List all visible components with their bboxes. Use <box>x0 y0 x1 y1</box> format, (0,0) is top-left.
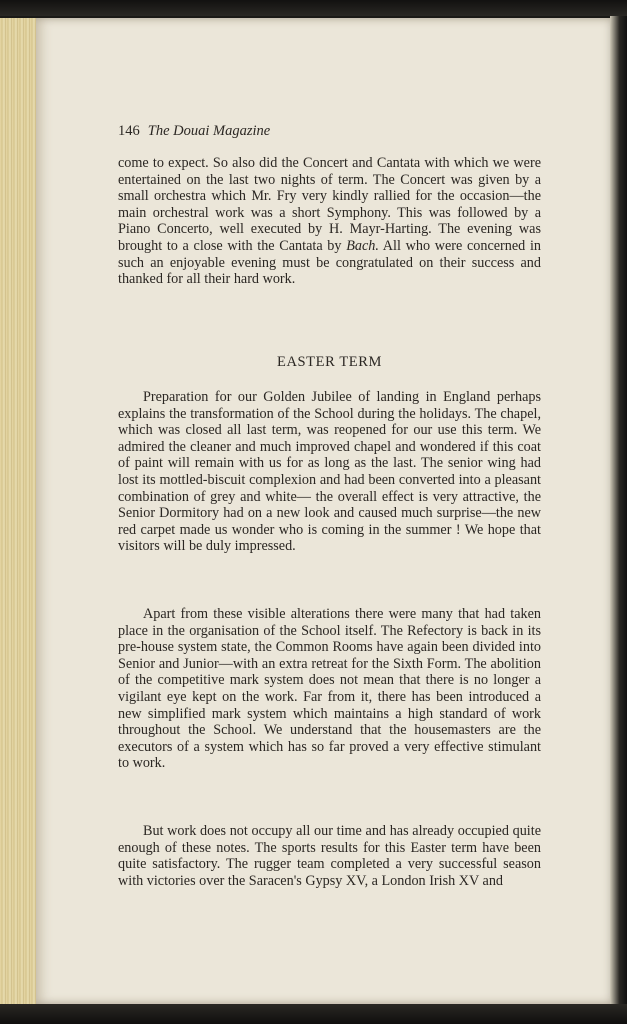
paragraph-jubilee-text: Preparation for our Golden Jubilee of landing in England perhaps explains the transformation of the School during the holidays. The chapel, which was closed all last term, was reopened for our use this term. We admired the cleaner and much improved chapel and wondered if this coat of paint will remain with us for as long as the last. The senior wing had lost its mottled-biscuit complexion and had been converted into a pleasant combination of grey and white— the overall effect is very attractive, the Senior Dormitory had on a new look and caused much surprise—the new red carpet made us wonder who is coming in the summer ! We hope that visitors will be duly impressed. <box>118 389 541 555</box>
running-head <box>118 123 270 140</box>
paragraph-concert-text: come to expect. So also did the Concert and Cantata with which we were entertained on the last two nights of term. The Concert was given by a small orchestra which Mr. Fry very kindly rallied for the occasion—the main orchestral work was a short Symphony. This was followed by a Piano Concerto, well executed by H. Mayr-Harting. The evening was brought to a close with the Cantata by <box>118 155 541 254</box>
paragraph-sports <box>118 823 541 889</box>
scan-bottom-border <box>0 1004 627 1024</box>
book-spine <box>610 16 627 1006</box>
paragraph-organisation <box>118 606 541 772</box>
page-number: 146 <box>118 123 140 139</box>
scan-top-border <box>0 0 627 16</box>
book-page-edges <box>0 18 40 1004</box>
paragraph-concert <box>118 155 541 288</box>
paragraph-sports-text: But work does not occupy all our time and has already occupied quite enough of these notes. The sports results for this Easter term have been quite satisfactory. The rugger team completed a very successful season with victories over the Saracen's Gypsy XV, a London Irish XV and <box>118 823 541 889</box>
paragraph-organisation-text: Apart from these visible alterations there were many that had taken place in the organisation of the School itself. The Refectory is back in its pre-house system state, the Common Rooms have again been divided into Senior and Junior—with an extra retreat for the Sixth Form. The abolition of the competitive mark system does not mean that there is no longer a vigilant eye kept on the work. Far from it, there has been introduced a new simplified mark system which maintains a high standard of work throughout the School. We understand that the housemasters are the executors of a system which has so far proved a very effective stimulant to work. <box>118 606 541 772</box>
section-heading: EASTER TERM <box>276 354 383 370</box>
paragraph-concert-text-end: All who were concerned in such an enjoyable evening must be congratulated on their success and thanked for all their hard work. <box>118 237 541 288</box>
magazine-title: The Douai Magazine <box>147 123 271 139</box>
paragraph-jubilee <box>118 389 541 555</box>
composer-name: Bach. <box>346 237 379 254</box>
